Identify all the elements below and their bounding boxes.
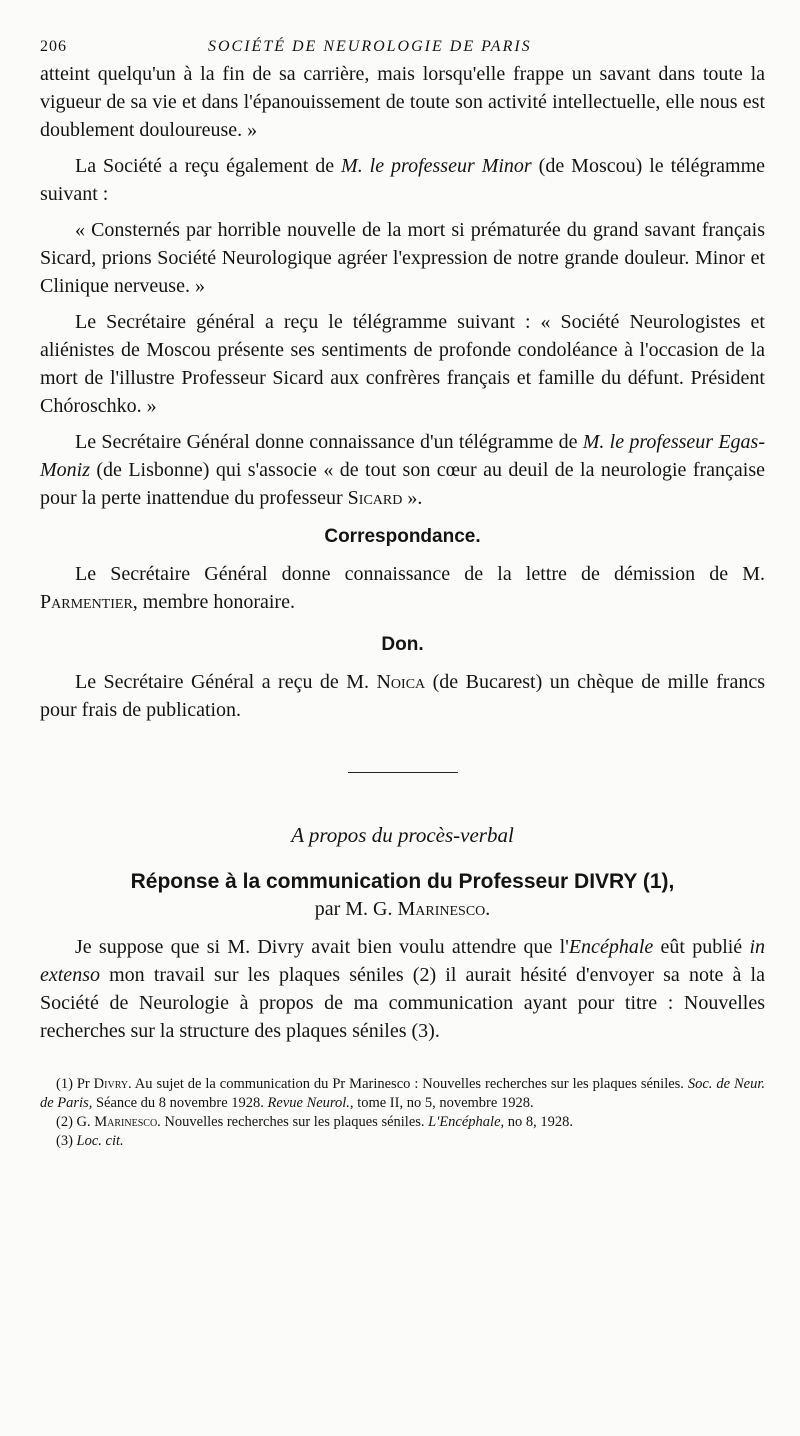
page-number: 206 (40, 38, 67, 55)
person-name: M. le professeur Minor (341, 155, 532, 177)
section-subtitle: A propos du procès-verbal (291, 823, 514, 847)
paragraph-8: Je suppose que si M. Divry avait bien voulu attendre que l'Encéphale eût publié in extenso mon travail sur les plaques séniles (2) il aurait hésité d'envoyer sa note à la Société de Neurologie à propos de ma communication ayant pour titre : Nouvelles recherches sur la structure des plaques séniles (3). (40, 936, 765, 1042)
paragraph-2: La Société a reçu également de M. le professeur Minor (de Moscou) le télégramme suivant : (40, 155, 766, 205)
paragraph-7: Le Secrétaire Général a reçu de M. Noica (de Bucarest) un chèque de mille francs pour frais de publication. (40, 671, 765, 721)
communication-title: Réponse à la communication du Professeur DIVRY (1), (130, 870, 675, 893)
footnote-2: (2) G. Marinesco. Nouvelles recherches sur les plaques séniles. L'Encéphale, no 8, 1928. (56, 1114, 574, 1130)
paragraph-1: atteint quelqu'un à la fin de sa carrière, mais lorsqu'elle frappe un savant dans toute la vigueur de sa vie et dans l'épanouissement de toute son activité intellectuelle, elle nous est doublement douloureuse. » (40, 63, 765, 141)
paragraph-5: Le Secrétaire Général donne connaissance d'un télégramme de M. le professeur Egas-Moniz (de Lisbonne) qui s'associe « de tout son cœur au deuil de la neurologie française pour la perte inattendue du professeur Sicard ». (40, 431, 765, 509)
page (40, 30, 765, 1151)
paragraph-3: « Consternés par horrible nouvelle de la mort si prématurée du grand savant français Sicard, prions Société Neurologique agréer l'expression de notre grande douleur. Minor et Clinique nerveuse. » (40, 219, 765, 297)
paragraph-4: Le Secrétaire général a reçu le télégramme suivant : « Société Neurologistes et aliénistes de Moscou présente ses sentiments de profonde condoléance à l'occasion de la mort de l'illustre Professeur Sicard aux confrères français et famille du défunt. Président Chóroschko. » (40, 311, 765, 417)
footnote-1: (1) Pr Divry. Au sujet de la communication du Pr Marinesco : Nouvelles recherches sur les plaques séniles. Soc. de Neur. de Paris, Séance du 8 novembre 1928. Revue Neurol., tome II, no 5, novembre 1928. (40, 1076, 765, 1111)
person-name: M. le professeur Egas-Moniz (40, 431, 765, 481)
footnote-3: (3) Loc. cit. (56, 1133, 124, 1149)
footnotes (40, 1075, 765, 1151)
page-header (40, 30, 765, 60)
section-heading-correspondance: Correspondance. (324, 526, 481, 547)
paragraph-6: Le Secrétaire Général donne connaissance de la lettre de démission de M. Parmentier, membre honoraire. (40, 563, 765, 613)
running-title: SOCIÉTÉ DE NEUROLOGIE DE PARIS (208, 38, 532, 55)
section-divider (348, 772, 458, 773)
section-heading-don: Don. (381, 634, 424, 655)
author-line: par M. G. Marinesco. (314, 898, 491, 920)
